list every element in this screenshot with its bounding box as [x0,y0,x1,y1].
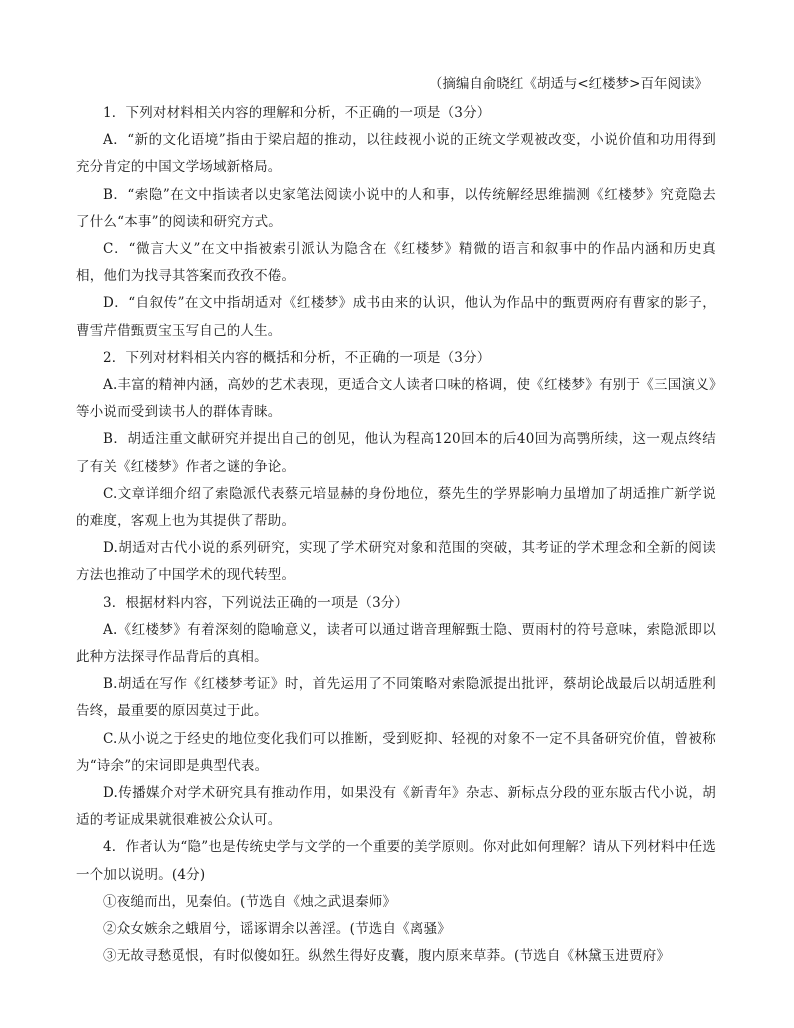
question-3-option-a: A.《红楼梦》有着深刻的隐喻意义，读者可以通过谐音理解甄士隐、贾雨村的符号意味，索隐派即以此种方法探寻作品背后的真相。 [76,621,716,666]
question-2-option-c: C.文章详细介绍了索隐派代表蔡元培显赫的身份地位，蔡先生的学界影响力虽增加了胡适推广新学说的难度，客观上也为其提供了帮助。 [76,485,716,530]
question-3-option-d: D.传播媒介对学术研究具有推动作用，如果没有《新青年》杂志、新标点分段的亚东版古代小说，胡适的考证成果就很难被公众认可。 [76,785,716,829]
question-4-stem: 4．作者认为“隐”也是传统史学与文学的一个重要的美学原则。你对此如何理解？请从下列材料中任选一个加以说明。(4分) [76,839,716,883]
question-2-stem: 2．下列对材料相关内容的概括和分析，不正确的一项是（3分） [103,349,491,366]
question-4-material-2: ②众女嫉余之蛾眉兮，谣诼谓余以善淫。(节选自《离骚》 [103,921,451,938]
question-4-material-1: ①夜缒而出，见秦伯。(节选自《烛之武退秦师》 [103,893,397,910]
question-3-option-b: B.胡适在写作《红楼梦考证》时，首先运用了不同策略对索隐派提出批评，蔡胡论战最后以胡适胜利告终，最重要的原因莫过于此。 [76,676,716,720]
question-2-option-d: D.胡适对古代小说的系列研究，实现了学术研究对象和范围的突破，其考证的学术理念和全新的阅读方法也推动了中国学术的现代转型。 [76,540,716,584]
question-1-option-d: D．“自叙传”在文中指胡适对《红楼梦》成书由来的认识，他认为作品中的甄贾两府有曹家的影子，曹雪芹借甄贾宝玉写自己的人生。 [76,295,716,339]
question-1-option-c: C．“微言大义”在文中指被索引派认为隐含在《红楼梦》精微的语言和叙事中的作品内涵和历史真相，他们为找寻其答案而孜孜不倦。 [76,241,716,285]
question-3-option-c: C.从小说之于经史的地位变化我们可以推断，受到贬抑、轻视的对象不一定不具备研究价值，曾被称为“诗余”的宋词即是典型代表。 [76,730,716,774]
question-1-option-a: A．“新的文化语境”指由于梁启超的推动，以往歧视小说的正统文学观被改变，小说价值和功用得到充分肯定的中国文学场域新格局。 [76,132,716,176]
question-1-stem: 1．下列对材料相关内容的理解和分析，不正确的一项是（3分） [103,105,491,121]
question-2-option-a: A.丰富的精神内涵，高妙的艺术表现，更适合文人读者口味的格调，使《红楼梦》有别于《三国演义》等小说而受到读书人的群体青睐。 [76,377,716,421]
source-citation: （摘编自俞晓红《胡适与<红楼梦>百年阅读》 [428,76,708,92]
question-2-option-b: B．胡适注重文献研究并提出自己的创见，他认为程高120回本的后40回为高鹗所续，这一观点终结了有关《红楼梦》作者之谜的争论。 [76,431,716,475]
question-3-stem: 3．根据材料内容，下列说法正确的一项是（3分） [103,594,409,611]
question-4-material-3: ③无故寻愁觅恨，有时似傻如狂。纵然生得好皮囊，腹内原来草莽。(节选自《林黛玉进贾府》 [103,948,671,965]
question-1-option-b: B．“索隐”在文中指读者以史家笔法阅读小说中的人和事，以传统解经思维揣测《红楼梦》究竟隐去了什么“本事”的阅读和研究方式。 [76,186,716,230]
